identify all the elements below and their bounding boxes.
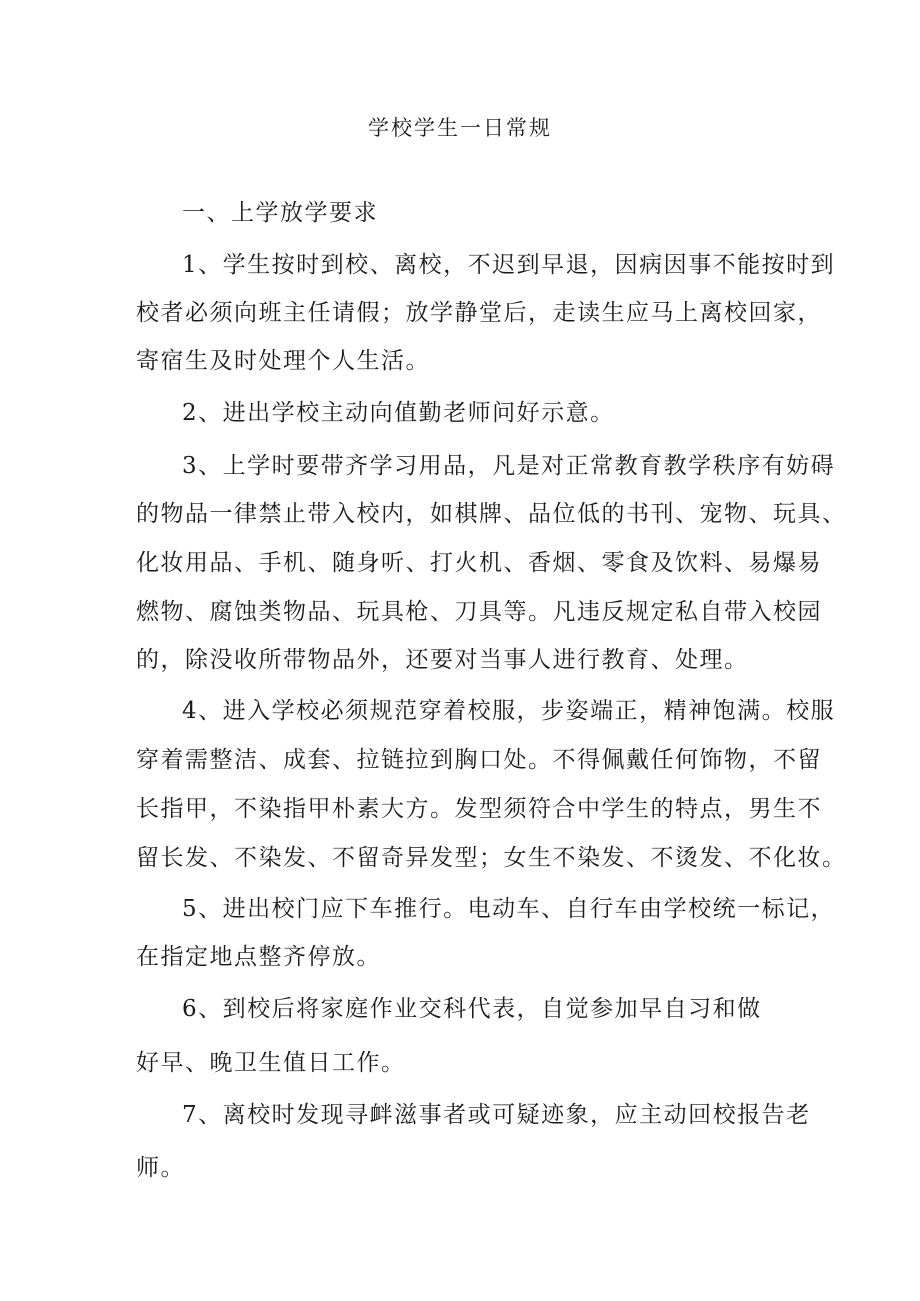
paragraph-1-line-1: 1、学生按时到校、离校，不迟到早退，因病因事不能按时到 (182, 252, 836, 278)
paragraph-1-line-3: 寄宿生及时处理个人生活。 (136, 348, 430, 374)
paragraph-5-line-1: 5、进出校门应下车推行。电动车、自行车由学校统一标记， (182, 896, 836, 922)
paragraph-7-line-1: 7、离校时发现寻衅滋事者或可疑迹象，应主动回校报告老 (182, 1102, 811, 1128)
paragraph-7-line-2: 师。 (136, 1155, 185, 1181)
document-title: 学校学生一日常规 (368, 116, 552, 140)
paragraph-1-line-2: 校者必须向班主任请假；放学静堂后，走读生应马上离校回家， (136, 300, 822, 326)
paragraph-6-line-1: 6、到校后将家庭作业交科代表，自觉参加早自习和做 (182, 996, 762, 1022)
paragraph-4-line-4: 留长发、不染发、不留奇异发型；女生不染发、不烫发、不化妆。 (136, 845, 847, 871)
paragraph-6-line-2: 好早、晚卫生值日工作。 (136, 1050, 406, 1076)
paragraph-3-line-1: 3、上学时要带齐学习用品，凡是对正常教育教学秩序有妨碍 (182, 453, 836, 479)
paragraph-4-line-3: 长指甲，不染指甲朴素大方。发型须符合中学生的特点，男生不 (136, 796, 822, 822)
paragraph-4-line-2: 穿着需整洁、成套、拉链拉到胸口处。不得佩戴任何饰物，不留 (136, 747, 822, 773)
paragraph-3-line-2: 的物品一律禁止带入校内，如棋牌、品位低的书刊、宠物、玩具、 (136, 501, 847, 527)
paragraph-3-line-3: 化妆用品、手机、随身听、打火机、香烟、零食及饮料、易爆易 (136, 550, 822, 576)
paragraph-4-line-1: 4、进入学校必须规范穿着校服，步姿端正，精神饱满。校服 (182, 698, 836, 724)
paragraph-3-line-5: 的，除没收所带物品外，还要对当事人进行教育、处理。 (136, 647, 749, 673)
paragraph-5-line-2: 在指定地点整齐停放。 (136, 944, 381, 970)
paragraph-2-line-1: 2、进出学校主动向值勤老师问好示意。 (182, 400, 615, 426)
paragraph-3-line-4: 燃物、腐蚀类物品、玩具枪、刀具等。凡违反规定私自带入校园 (136, 599, 822, 625)
section-heading: 一、上学放学要求 (182, 200, 378, 226)
